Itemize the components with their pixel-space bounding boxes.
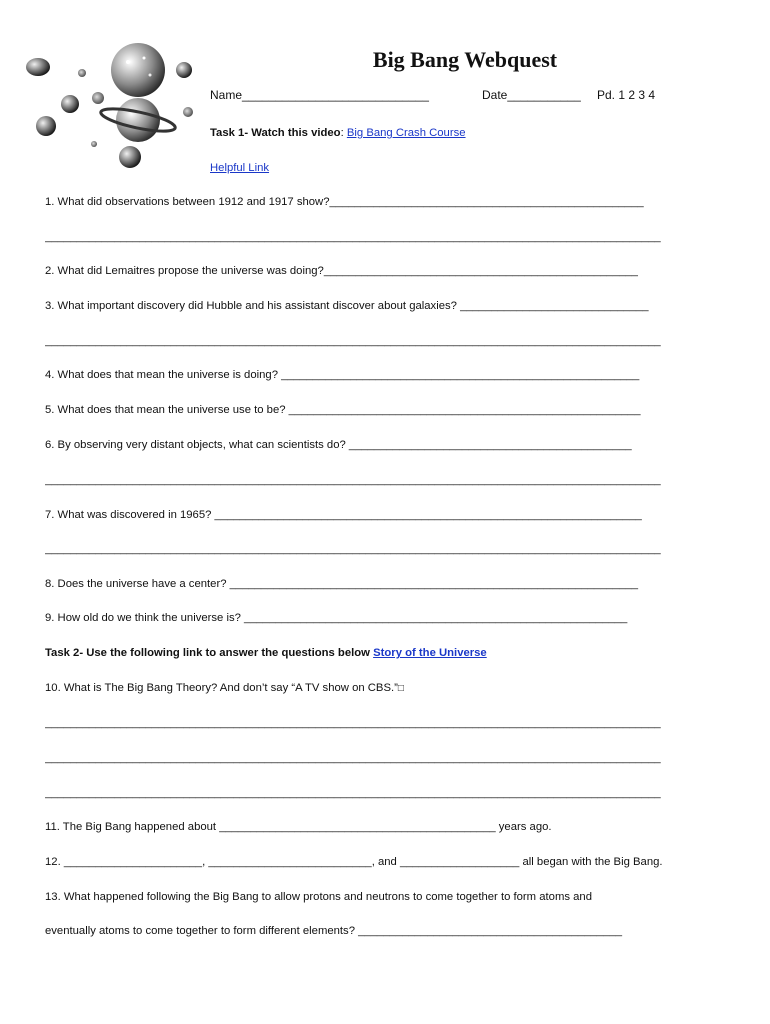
task1-colon: : — [340, 127, 347, 139]
answer-line[interactable]: __________________________________________________________________________________________________ — [45, 717, 661, 729]
question-11[interactable]: 11. The Big Bang happened about ____________________________________________ years ago. — [45, 821, 552, 833]
answer-line[interactable]: __________________________________________________________________________________________________ — [45, 474, 661, 486]
answer-line[interactable]: __________________________________________________________________________________________________ — [45, 543, 661, 555]
question-10[interactable] — [45, 680, 725, 697]
question-7[interactable]: 7. What was discovered in 1965? ____________________________________________________________________ — [45, 509, 642, 521]
video-link[interactable]: Big Bang Crash Course — [346, 127, 466, 139]
answer-line[interactable]: __________________________________________________________________________________________________ — [45, 231, 661, 243]
page-title: Big Bang Webquest — [372, 47, 558, 72]
task2-label: Task 2- Use the following link to answer the questions below — [45, 647, 374, 659]
story-link[interactable]: Story of the Universe — [373, 647, 487, 659]
question-2[interactable]: 2. What did Lemaitres propose the universe was doing?__________________________________________________ — [45, 265, 638, 277]
date-field[interactable]: Date___________ — [482, 88, 581, 102]
answer-line[interactable]: __________________________________________________________________________________________________ — [45, 787, 661, 799]
question-13-continued[interactable]: eventually atoms to come together to form different elements? __________________________________________ — [45, 925, 623, 937]
question-6[interactable]: 6. By observing very distant objects, what can scientists do? _____________________________________________ — [45, 439, 632, 451]
question-8[interactable]: 8. Does the universe have a center? _________________________________________________________________ — [45, 578, 639, 590]
helpful-link[interactable]: Helpful Link — [210, 162, 270, 174]
question-13[interactable]: 13. What happened following the Big Bang to allow protons and neutrons to come together to form atoms and — [45, 891, 592, 903]
task1-heading — [210, 125, 710, 141]
answer-line[interactable]: __________________________________________________________________________________________________ — [45, 752, 661, 764]
question-9[interactable]: 9. How old do we think the universe is? _____________________________________________________________ — [45, 612, 628, 624]
question-1[interactable]: 1. What did observations between 1912 and 1917 show?__________________________________________________ — [45, 196, 644, 208]
period-field[interactable]: Pd. 1 2 3 4 — [597, 88, 656, 102]
question-12[interactable]: 12. ______________________, __________________________, and ___________________ all began with the Big Bang. — [45, 856, 663, 868]
missing-glyph: □ — [397, 683, 404, 694]
question-4[interactable]: 4. What does that mean the universe is doing? _________________________________________________________ — [45, 369, 640, 381]
question-5[interactable]: 5. What does that mean the universe use to be? ________________________________________________________ — [45, 404, 641, 416]
task2-heading — [45, 645, 725, 661]
helpful-link-row — [210, 160, 410, 176]
question-10-text: 10. What is The Big Bang Theory? And don’t say “A TV show on CBS.” — [45, 682, 398, 694]
question-3[interactable]: 3. What important discovery did Hubble and his assistant discover about galaxies? ______________________________ — [45, 300, 649, 312]
answer-line[interactable]: __________________________________________________________________________________________________ — [45, 335, 661, 347]
name-field[interactable]: Name____________________________ — [210, 88, 429, 102]
task1-label: Task 1- Watch this video — [210, 127, 341, 139]
planets-illustration — [20, 40, 200, 170]
